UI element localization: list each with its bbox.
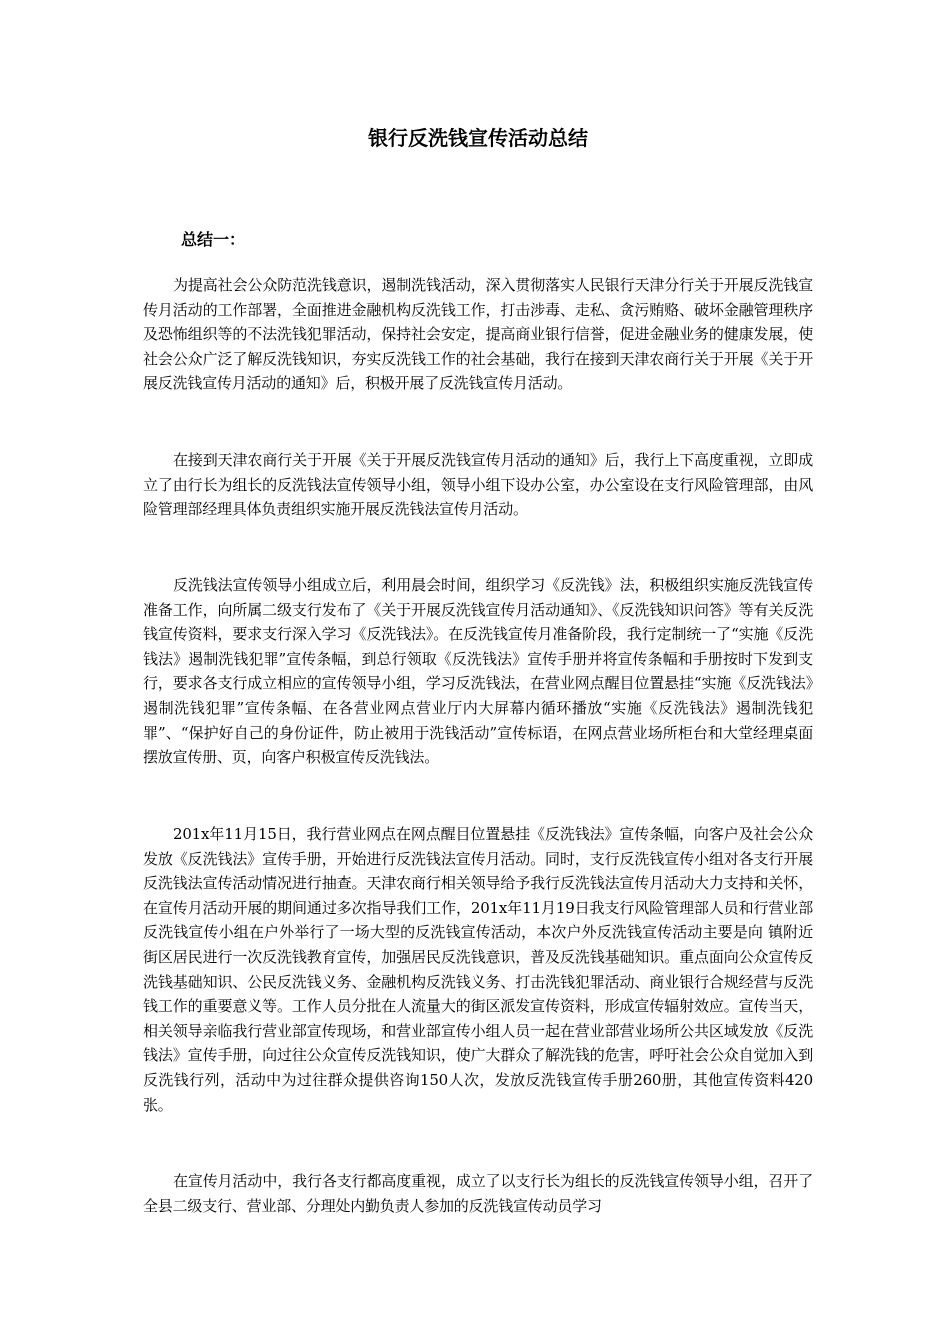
paragraph: 反洗钱法宣传领导小组成立后，利用晨会时间，组织学习《反洗钱》法，积极组织实施反洗钱宣传准备工作，向所属二级支行发布了《关于开展反洗钱宣传月活动通知》、《反洗钱知识问答》等有关反洗钱宣传资料，要求支行深入学习《反洗钱法》。在反洗钱宣传月准备阶段，我行定制统一了“实施《反洗钱法》遏制洗钱犯罪”宣传条幅，到总行领取《反洗钱法》宣传手册并将宣传条幅和手册按时下发到支行，要求各支行成立相应的宣传领导小组，学习反洗钱法，在营业网点醒目位置悬挂“实施《反洗钱法》遏制洗钱犯罪”宣传条幅、在各营业网点营业厅内大屏幕内循环播放“实施《反洗钱法》遏制洗钱犯罪”、“保护好自己的身份证件，防止被用于洗钱活动”宣传标语，在网点营业场所柜台和大堂经理桌面摆放宣传册、页，向客户积极宣传反洗钱法。 xyxy=(143,576,813,767)
paragraph: 在宣传月活动中，我行各支行都高度重视，成立了以支行长为组长的反洗钱宣传领导小组，召开了全县二级支行、营业部、分理处内勤负责人参加的反洗钱宣传动员学习 xyxy=(143,1172,813,1215)
section-heading: 总结一： xyxy=(181,230,246,249)
paragraph: 在接到天津农商行关于开展《关于开展反洗钱宣传月活动的通知》后，我行上下高度重视，立即成立了由行长为组长的反洗钱法宣传领导小组，领导小组下设办公室，办公室设在支行风险管理部，由风险管理部经理具体负责组织实施开展反洗钱法宣传月活动。 xyxy=(143,451,813,519)
document-title: 银行反洗钱宣传活动总结 xyxy=(368,126,588,150)
paragraph: 为提高社会公众防范洗钱意识，遏制洗钱活动，深入贯彻落实人民银行天津分行关于开展反洗钱宣传月活动的工作部署，全面推进金融机构反洗钱工作，打击涉毒、走私、贪污贿赂、破坏金融管理秩序及恐怖组织等的不法洗钱犯罪活动，保持社会安定，提高商业银行信誉，促进金融业务的健康发展，使社会公众广泛了解反洗钱知识，夯实反洗钱工作的社会基础，我行在接到天津农商行关于开展《关于开展反洗钱宣传月活动的通知》后，积极开展了反洗钱宣传月活动。 xyxy=(143,276,813,393)
paragraph: 201x年11月15日，我行营业网点在网点醒目位置悬挂《反洗钱法》宣传条幅，向客户及社会公众发放《反洗钱法》宣传手册，开始进行反洗钱法宣传月活动。同时，支行反洗钱宣传小组对各支行开展反洗钱法宣传活动情况进行抽查。天津农商行相关领导给予我行反洗钱法宣传月活动大力支持和关怀，在宣传月活动开展的期间通过多次指导我们工作，201x年11月19日我支行风险管理部人员和行营业部反洗钱宣传小组在户外举行了一场大型的反洗钱宣传活动，本次户外反洗钱宣传活动主要是向 镇附近街区居民进行一次反洗钱教育宣传，加强居民反洗钱意识，普及反洗钱基础知识。重点面向公众宣传反洗钱基础知识、公民反洗钱义务、金融机构反洗钱义务、打击洗钱犯罪活动、商业银行合规经营与反洗钱工作的重要意义等。工作人员分批在人流量大的街区派发宣传资料，形成宣传辐射效应。宣传当天，相关领导亲临我行营业部宣传现场，和营业部宣传小组人员一起在营业部营业场所公共区域发放《反洗钱法》宣传手册，向过往公众宣传反洗钱知识，使广大群众了解洗钱的危害，呼吁社会公众自觉加入到反洗钱行列，活动中为过往群众提供咨询150人次，发放反洗钱宣传手册260册，其他宣传资料420张。 xyxy=(143,825,813,1114)
